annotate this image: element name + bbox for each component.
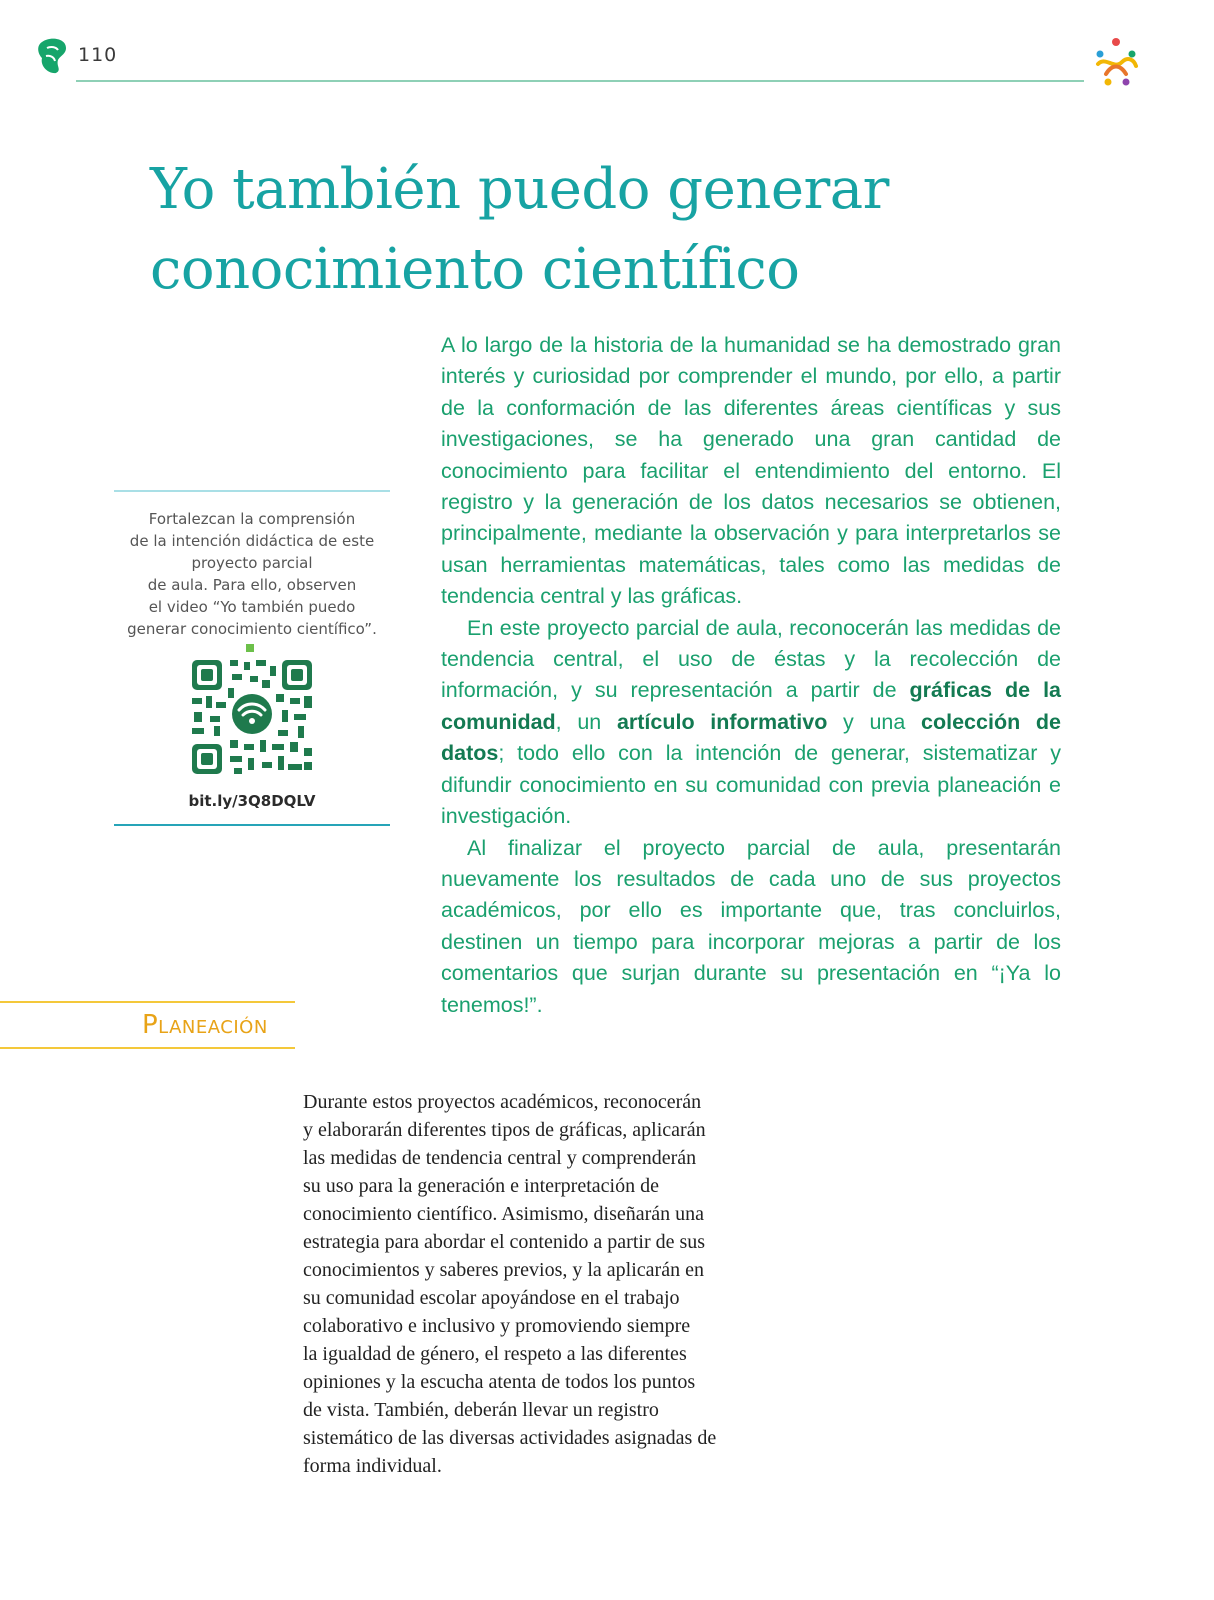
header-rule: [76, 80, 1084, 82]
planeacion-line: y elaborarán diferentes tipos de gráficas, aplicarán: [303, 1119, 706, 1141]
intro-text-run: , un: [555, 709, 617, 734]
section-rule-top: [0, 1001, 295, 1003]
planeacion-line: sistemático de las diversas actividades asignadas de: [303, 1427, 717, 1449]
page-number: 110: [78, 44, 118, 66]
sidebar-text: [114, 508, 390, 640]
intro-text-run: En este proyecto parcial de aula, reconocerán las medidas de tendencia central, el uso de éstas y la recolección de información, y su representación a partir de: [441, 615, 1061, 703]
intro-text-run: ; todo ello con la intención de generar, sistematizar y difundir conocimiento en su comunidad con previa planeación e investigación.: [441, 741, 1061, 829]
intro-paragraph-2: [441, 613, 1061, 833]
sidebar-line: generar conocimiento científico”.: [127, 620, 377, 638]
planeacion-text: [303, 1088, 773, 1480]
intro-paragraph-3: Al finalizar el proyecto parcial de aula, presentarán nuevamente los resultados de cada uno de sus proyectos académicos, por ello es importante que, tras concluirlos, destinen un tiempo para incorporar mejoras a partir de los comentarios que surjan durante su presentación en “¡Ya lo tenemos!”.: [441, 835, 1061, 1017]
planeacion-line: conocimiento científico. Asimismo, diseñarán una: [303, 1203, 705, 1225]
bold-term-graficas: gráficas de la comunidad: [441, 678, 1061, 734]
planeacion-line: forma individual.: [303, 1455, 442, 1477]
sidebar-line: de la intención didáctica de este: [129, 532, 375, 550]
colorful-figures-emblem-icon: [1088, 34, 1144, 90]
video-sidebar: [114, 490, 390, 826]
sidebar-line: el video “Yo también puedo: [148, 598, 356, 616]
section-heading-planeacion: Planeación: [142, 1010, 268, 1040]
intro-paragraph-1: A lo largo de la historia de la humanidad se ha demostrado gran interés y curiosidad por comprender el mundo, por ello, a partir de la conformación de las diferentes áreas científicas y sus investigaciones, se ha generado una gran cantidad de conocimiento para facilitar el entendimiento del entorno. El registro y la generación de los datos necesarios se obtienen, principalmente, mediante la observación y para interpretarlos se usan herramientas matemáticas, tales como las medidas de tendencia central y las gráficas.: [441, 333, 1061, 609]
planeacion-line: de vista. También, deberán llevar un registro: [303, 1399, 659, 1421]
planeacion-line: las medidas de tendencia central y comprenderán: [303, 1147, 697, 1169]
planeacion-line: la igualdad de género, el respeto a las diferentes: [303, 1343, 687, 1365]
planeacion-line: conocimientos y saberes previos, y la aplicarán en: [303, 1259, 704, 1281]
planeacion-line: Durante estos proyectos académicos, reconocerán: [303, 1091, 702, 1113]
bold-term-articulo: artículo informativo: [616, 709, 828, 734]
planeacion-line: estrategia para abordar el contenido a partir de sus: [303, 1231, 706, 1253]
planeacion-line: su uso para la generación e interpretación de: [303, 1175, 659, 1197]
planeacion-line: colaborativo e inclusivo y promoviendo siempre: [303, 1315, 691, 1337]
sidebar-line: de aula. Para ello, observen: [147, 576, 357, 594]
title-line-1: Yo también puedo generar: [150, 157, 889, 222]
title-line-2: conocimiento científico: [150, 237, 800, 302]
page-title: [150, 150, 889, 310]
qr-code[interactable]: [190, 644, 314, 776]
bold-term-coleccion: colección de datos: [441, 709, 1061, 766]
planeacion-line: opiniones y la escucha atenta de todos los puntos: [303, 1371, 696, 1393]
sidebar-line: Fortalezcan la comprensión: [148, 510, 356, 528]
section-rule-bottom: [0, 1047, 295, 1049]
green-leaf-logo-icon: [36, 36, 70, 74]
sidebar-line: proyecto parcial: [191, 554, 313, 572]
intro-text: [441, 330, 1061, 1021]
intro-text-run: y una: [827, 709, 922, 734]
video-link[interactable]: bit.ly/3Q8DQLV: [188, 792, 316, 810]
planeacion-line: su comunidad escolar apoyándose en el trabajo: [303, 1287, 680, 1309]
